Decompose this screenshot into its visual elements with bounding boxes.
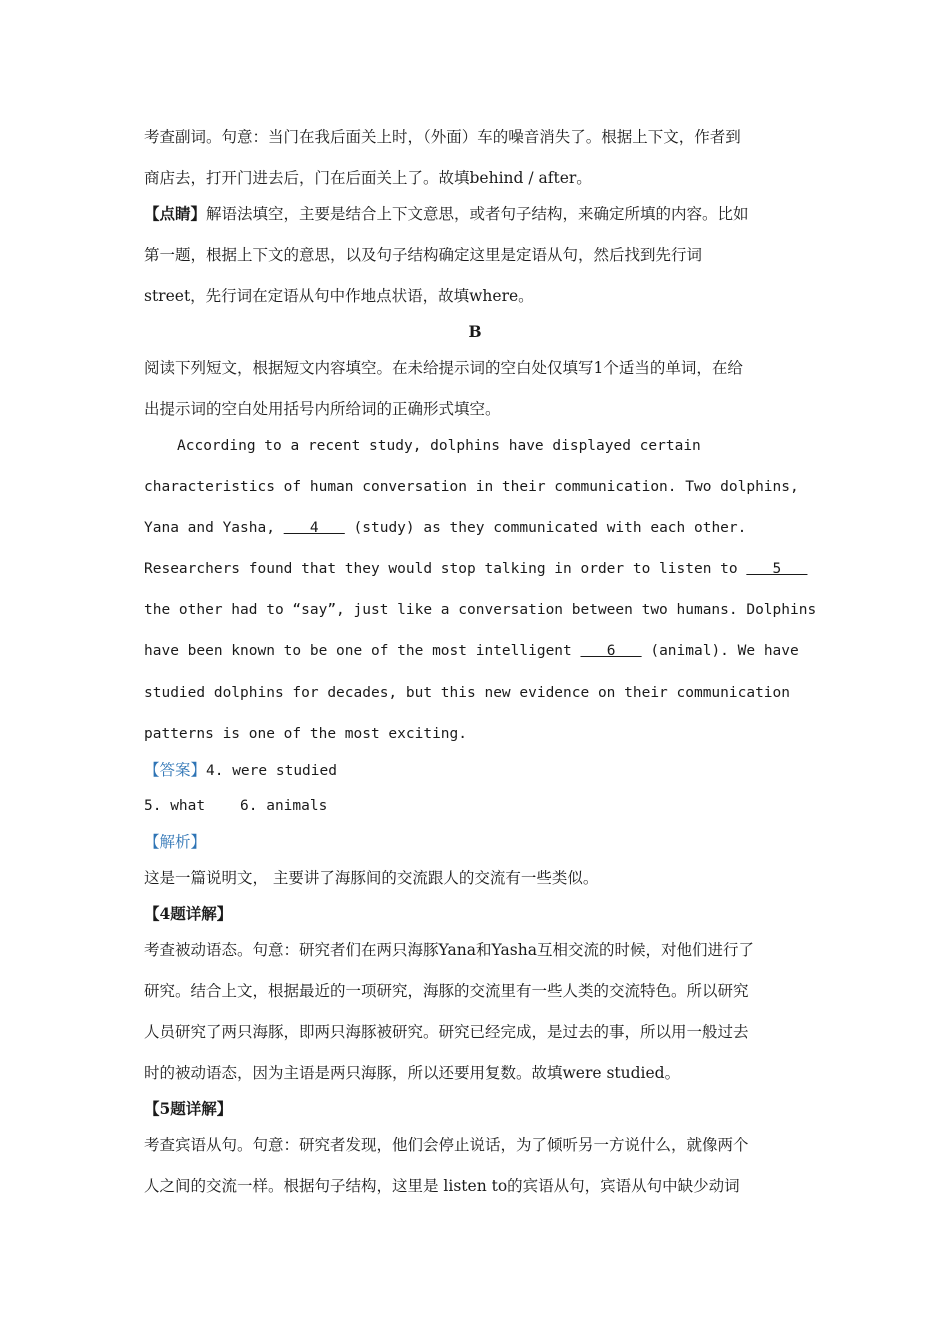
passage-line: patterns is one of the most exciting. <box>144 726 468 742</box>
text-line: 考查宾语从句。句意：研究者发现，他们会停止说话，为了倾听另一方说什么，就像两个 <box>144 1136 749 1154</box>
text-line: 人之间的交流一样。根据句子结构，这里是 listen to的宾语从句，宾语从句中缺少动词 <box>144 1177 740 1195</box>
answer-line: 【答案】4. were studied <box>144 761 337 779</box>
dianjing-tag: 【点睛】 <box>144 204 207 223</box>
text-line: 人员研究了两只海豚，即两只海豚被研究。研究已经完成，是过去的事，所以用一般过去 <box>144 1023 749 1041</box>
section-heading: B <box>468 322 482 341</box>
text-line: 商店去，打开门进去后，门在后面关上了。故填behind / after。 <box>144 169 592 187</box>
passage-line: characteristics of human conversation in their communication. Two dolphins, <box>144 479 799 495</box>
passage-line: Researchers found that they would stop talking in order to listen to 5 <box>144 561 808 577</box>
blank-5: 5 <box>746 561 808 577</box>
text-line: 研究。结合上文，根据最近的一项研究，海豚的交流里有一些人类的交流特色。所以研究 <box>144 982 749 1000</box>
answer-line: 5. what 6. animals <box>144 798 328 814</box>
text-line: 这是一篇说明文， 主要讲了海豚间的交流跟人的交流有一些类似。 <box>144 869 599 887</box>
blank-6: 6 <box>580 643 642 659</box>
text-line: 考查副词。句意：当门在我后面关上时，（外面）车的噪音消失了。根据上下文，作者到 <box>144 128 741 146</box>
instruction-line: 阅读下列短文，根据短文内容填空。在未给提示词的空白处仅填写1个适当的单词，在给 <box>144 359 743 377</box>
blank-4: 4 <box>283 520 345 536</box>
answer-tag: 【答案】 <box>144 761 207 779</box>
passage-line: Yana and Yasha, 4 (study) as they communicated with each other. <box>144 520 747 536</box>
detail-heading-4: 【4题详解】 <box>144 904 233 923</box>
text-line: 【点睛】解语法填空，主要是结合上下文意思，或者句子结构，来确定所填的内容。比如 <box>144 204 749 223</box>
instruction-line: 出提示词的空白处用括号内所给词的正确形式填空。 <box>144 400 501 418</box>
text-line: 第一题，根据上下文的意思，以及句子结构确定这里是定语从句，然后找到先行词 <box>144 246 703 264</box>
passage-line: the other had to “say”, just like a conversation between two humans. Dolphins <box>144 602 817 618</box>
passage-line: According to a recent study, dolphins have displayed certain <box>177 438 701 454</box>
analysis-tag: 【解析】 <box>144 833 207 851</box>
detail-heading-5: 【5题详解】 <box>144 1099 233 1118</box>
text-line: street，先行词在定语从句中作地点状语，故填where。 <box>144 287 534 305</box>
passage-line: have been known to be one of the most intelligent 6 (animal). We have <box>144 643 799 659</box>
text-line: 考查被动语态。句意：研究者们在两只海豚Yana和Yasha互相交流的时候，对他们进行了 <box>144 941 754 959</box>
text-line: 时的被动语态，因为主语是两只海豚，所以还要用复数。故填were studied。 <box>144 1064 681 1082</box>
passage-line: studied dolphins for decades, but this new evidence on their communication <box>144 685 791 701</box>
